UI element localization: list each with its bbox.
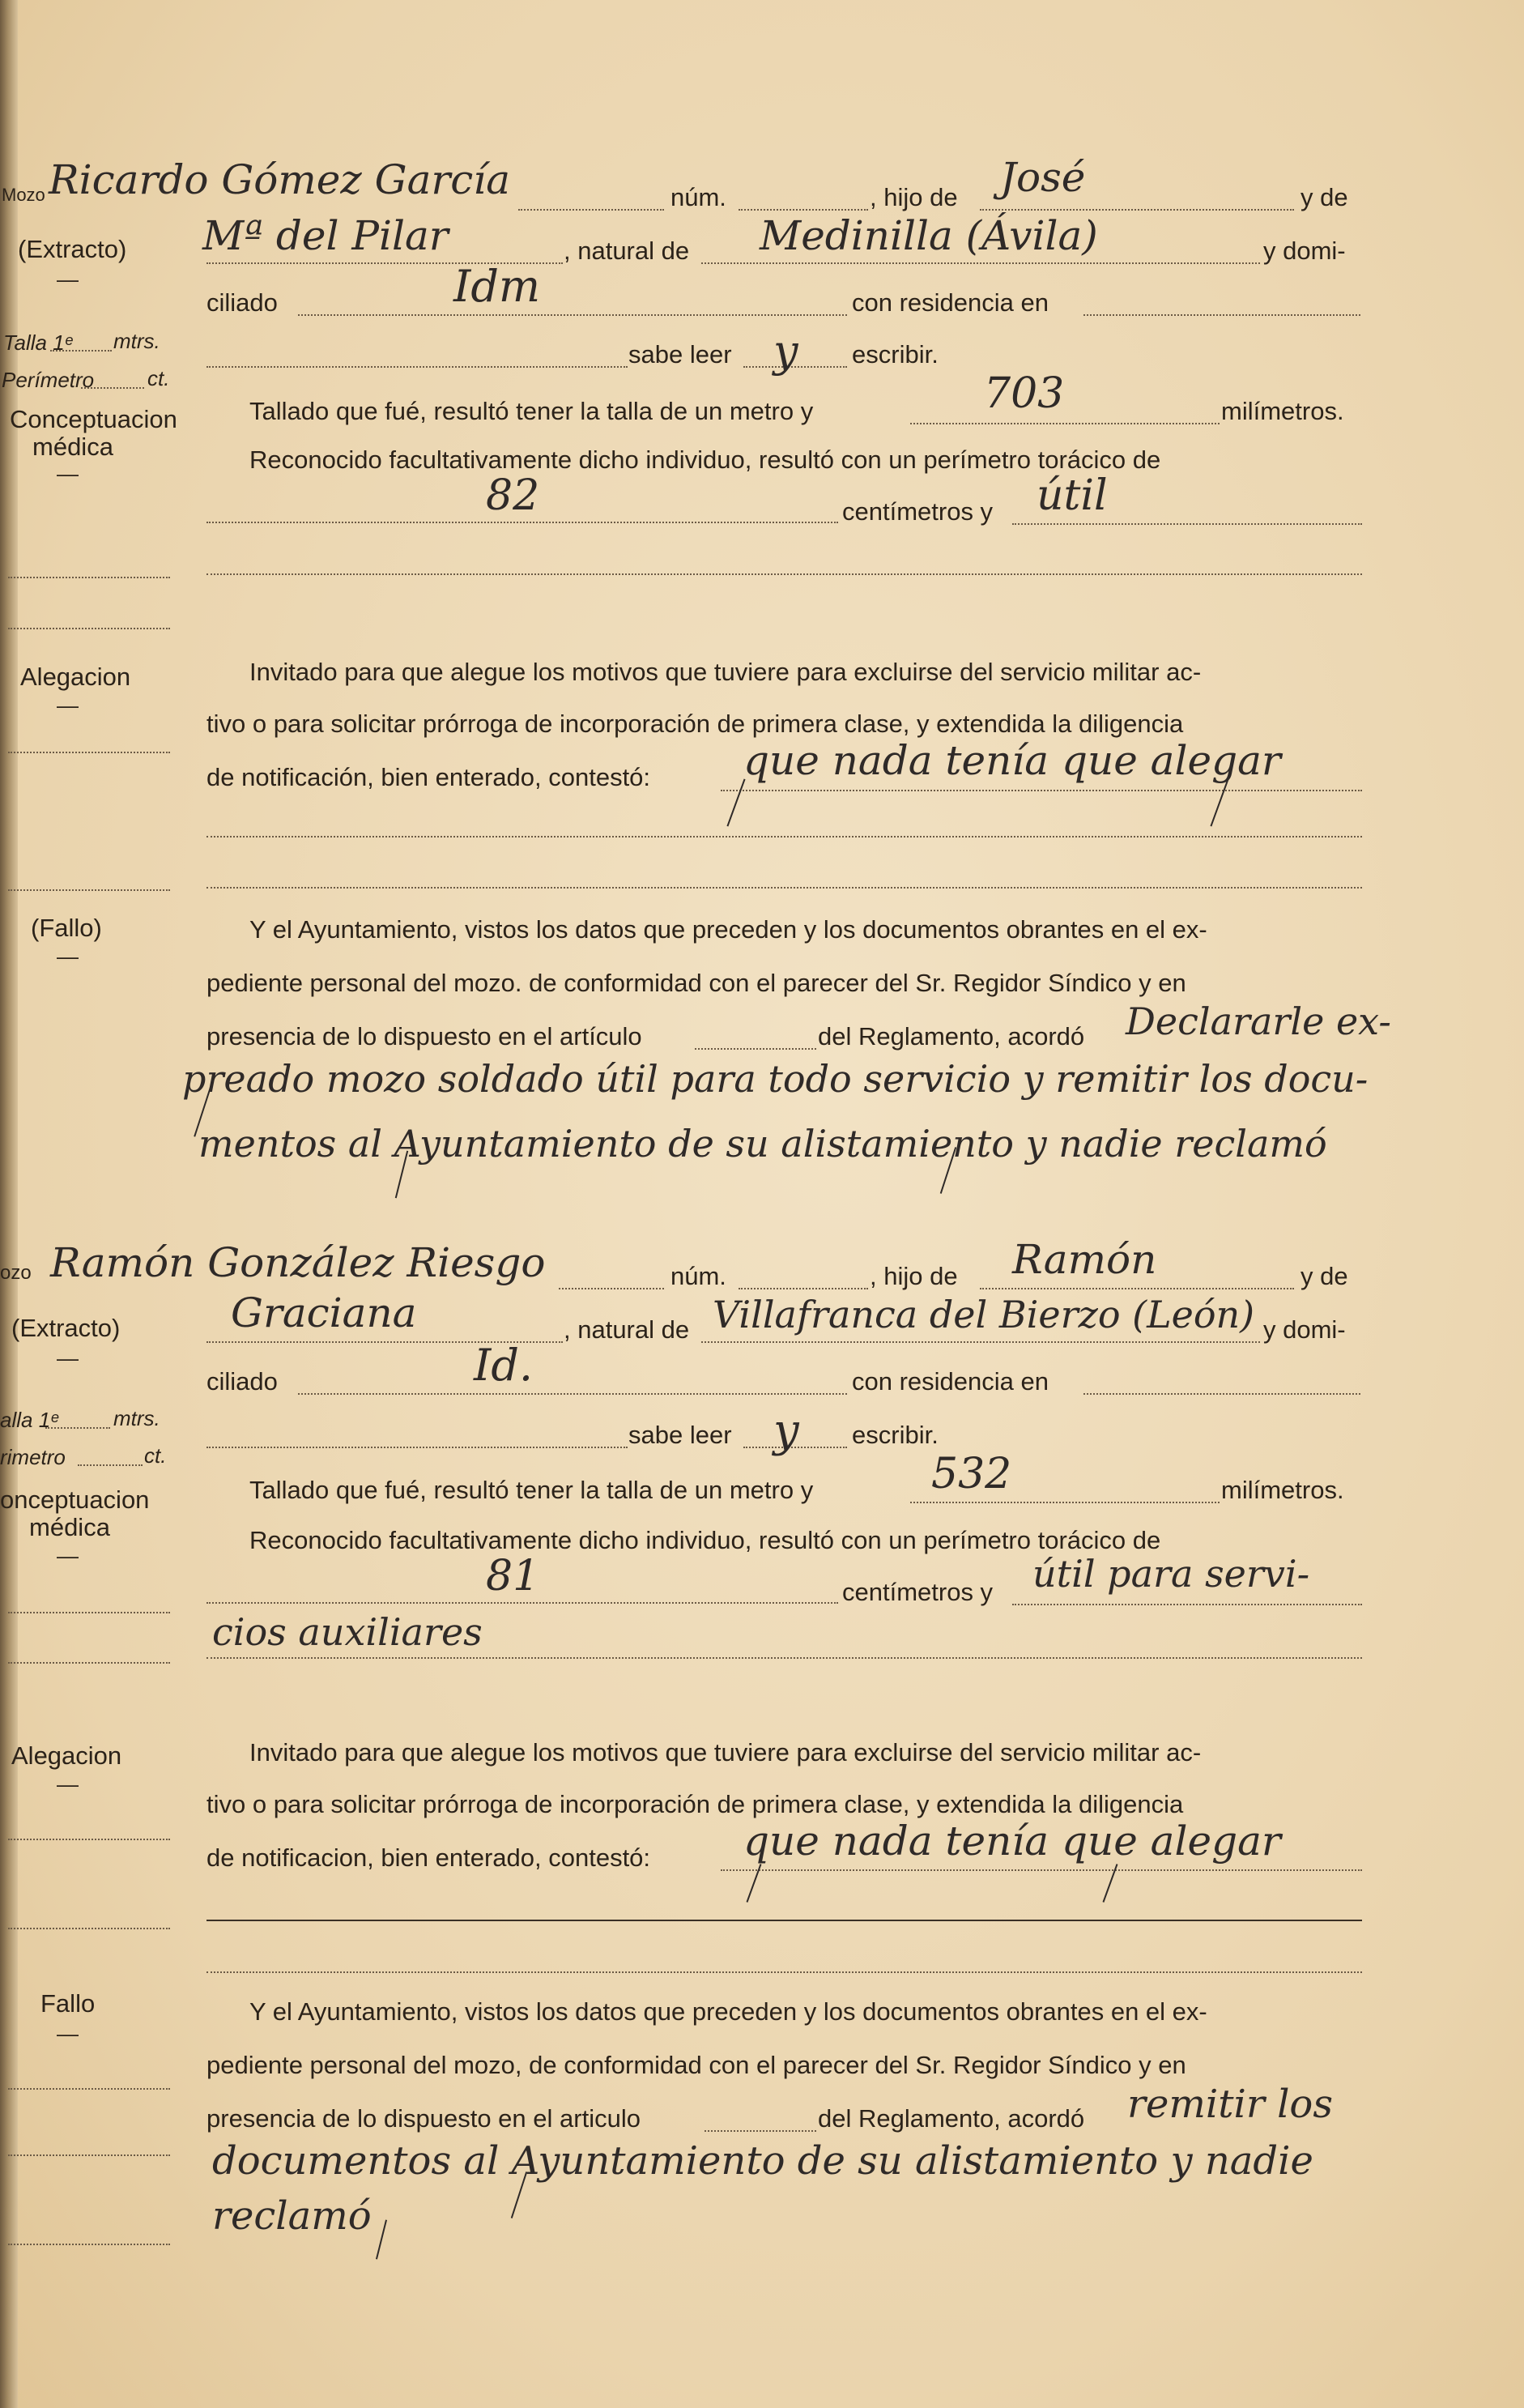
page-binding-edge [0,0,18,2408]
margin-ct-label: ct. [147,366,170,390]
margin-dash: — [57,1772,79,1796]
handwritten-fallo-line: mentos al Ayuntamiento de su alistamiento y nadie reclamó [198,1122,1327,1166]
reglamento-text: del Reglamento, acordó [818,2104,1085,2133]
handwritten-domicile: Idm [453,261,541,312]
margin-talla-line [50,350,112,352]
centimetros-label: centímetros y [842,1578,994,1606]
fill-line [206,1447,628,1448]
margin-conceptuacion-label: Conceptuacion [10,405,177,433]
margin-perimetro-line [78,1464,143,1466]
ciliado-label: ciliado [206,1367,278,1396]
y-el-ayuntamiento-text: Y el Ayuntamiento, vistos los datos que preceden y los documentos obrantes en el ex- [249,915,1207,944]
margin-dash: — [57,267,79,292]
margin-fallo-label: (Fallo) [31,914,102,942]
natural-de-label: , natural de [564,237,690,265]
handwritten-father: Ramón [1012,1236,1157,1283]
invitado-text: Invitado para que alegue los motivos que tuviere para excluirse del servicio militar ac- [249,1738,1202,1767]
fill-line [701,262,1260,264]
fill-line [1083,314,1360,316]
fill-line [206,573,1362,575]
margin-separator-line [8,752,170,753]
margin-separator-line [8,1662,170,1664]
milimetros-label: milímetros. [1221,1476,1344,1504]
milimetros-label: milímetros. [1221,397,1344,425]
y-domi-label: y domi- [1263,237,1346,265]
handwritten-fallo-line: reclamó [212,2193,372,2239]
margin-separator-line [8,1612,170,1613]
margin-dash: — [57,462,79,486]
pen-stroke [726,779,745,827]
fill-line [206,887,1362,889]
handwritten-talla: 703 [984,369,1065,418]
handwritten-mother: Mª del Pilar [202,212,449,259]
fill-line [518,209,664,211]
hijo-de-label: , hijo de [870,183,958,211]
handwritten-aptitude: útil [1037,471,1108,520]
pen-stroke [1210,779,1228,827]
escribir-label: escribir. [852,1421,939,1449]
margin-talla-label: alla 1ᵉ [0,1408,59,1432]
handwritten-mother: Graciana [231,1289,417,1336]
margin-separator-line [8,1839,170,1840]
handwritten-name: Ricardo Gómez García [49,156,511,203]
margin-separator-line [8,889,170,891]
fill-line [1083,1393,1360,1395]
margin-alegacion-label: Alegacion [20,663,131,691]
handwritten-domicile: Id. [474,1340,534,1391]
notificacion-text: de notificación, bien enterado, contestó: [206,763,651,791]
margin-mtrs-label: mtrs. [113,329,160,353]
presencia-text: presencia de lo dispuesto en el articulo [206,2104,641,2133]
pen-stroke [376,2220,387,2260]
margin-separator-line [8,2244,170,2245]
expediente-text: pediente personal del mozo, de conformidad con el parecer del Sr. Regidor Síndico y en [206,2051,1186,2079]
handwritten-perimetro: 82 [486,471,540,520]
sabe-leer-label: sabe leer [628,340,732,369]
notificacion-text: de notificacion, bien enterado, contestó: [206,1843,651,1872]
fill-line [721,1869,1362,1871]
handwritten-birthplace: Medinilla (Ávila) [760,212,1098,259]
hijo-de-label: , hijo de [870,1262,958,1290]
margin-mozo-label: ozo [0,1262,32,1284]
fill-line [695,1048,816,1050]
margin-dash: — [57,1346,79,1370]
margin-perimetro-label: Perímetro [2,368,95,392]
margin-dash: — [57,2022,79,2046]
margin-separator-line [8,1928,170,1929]
margin-dash: — [57,693,79,718]
con-residencia-label: con residencia en [852,288,1049,317]
handwritten-alegacion: que nada tenía que alegar [743,1818,1281,1865]
reconocido-text: Reconocido facultativamente dicho individuo, resultó con un perímetro torácico de [249,445,1161,474]
handwritten-reads: y [773,1404,799,1457]
handwritten-alegacion: que nada tenía que alegar [743,737,1281,784]
margin-separator-line [8,577,170,578]
ciliado-label: ciliado [206,288,278,317]
margin-talla-label: Talla 1ᵉ [3,330,73,355]
natural-de-label: , natural de [564,1315,690,1344]
invitado-text: Invitado para que alegue los motivos que tuviere para excluirse del servicio militar ac- [249,658,1202,686]
margin-perimetro-line [81,387,144,389]
margin-talla-line [45,1427,110,1429]
fill-line [980,209,1294,211]
reconocido-text: Reconocido facultativamente dicho individuo, resultó con un perímetro torácico de [249,1526,1161,1554]
fill-line [206,836,1362,837]
margin-extracto-label: (Extracto) [18,235,127,263]
handwritten-fallo-line: Declararle ex- [1126,999,1391,1043]
fill-line [206,1971,1362,1973]
y-el-ayuntamiento-text: Y el Ayuntamiento, vistos los datos que preceden y los documentos obrantes en el ex- [249,1997,1207,2026]
activo-text: tivo o para solicitar prórroga de incorporación de primera clase, y extendida la diligencia [206,1790,1184,1818]
margin-conceptuacion-label: onceptuacion [0,1485,150,1514]
sabe-leer-label: sabe leer [628,1421,732,1449]
handwritten-birthplace: Villafranca del Bierzo (León) [713,1293,1255,1336]
tallado-text: Tallado que fué, resultó tener la talla de un metro y [249,1476,814,1504]
fill-line [206,1602,838,1604]
fill-line [980,1288,1294,1289]
margin-separator-line [8,2088,170,2090]
escribir-label: escribir. [852,340,939,369]
handwritten-reads: y [773,326,798,377]
y-de-label: y de [1301,183,1348,211]
margin-extracto-label: (Extracto) [11,1314,121,1342]
margin-separator-line [8,2154,170,2156]
fill-line [705,2130,816,2132]
handwritten-name: Ramón González Riesgo [50,1239,546,1286]
handwritten-fallo-line: preado mozo soldado útil para todo servicio y remitir los docu- [182,1057,1369,1101]
handwritten-father: José [1000,154,1086,201]
y-domi-label: y domi- [1263,1315,1346,1344]
fill-line [739,209,868,211]
handwritten-aptitude-cont: cios auxiliares [212,1610,483,1654]
fill-line [739,1288,868,1289]
margin-fallo-label: Fallo [40,1989,96,2018]
fill-line [721,790,1362,791]
centimetros-label: centímetros y [842,497,994,526]
margin-ct-label: ct. [144,1443,167,1468]
margin-alegacion-label: Alegacion [11,1741,122,1770]
presencia-text: presencia de lo dispuesto en el artículo [206,1022,642,1051]
expediente-text: pediente personal del mozo. de conformidad con el parecer del Sr. Regidor Síndico y en [206,969,1186,997]
num-label: núm. [670,183,726,211]
fill-line [206,522,838,523]
fill-line [910,423,1220,424]
fill-line [298,1393,847,1395]
rule-line [206,1920,1362,1921]
handwritten-fallo-line: remitir los [1127,2082,1333,2127]
handwritten-aptitude: útil para servi- [1032,1552,1310,1596]
handwritten-talla: 532 [931,1450,1012,1498]
fill-line [559,1288,664,1289]
fill-line [1012,523,1362,525]
fill-line [206,366,628,368]
margin-mtrs-label: mtrs. [113,1406,160,1430]
margin-separator-line [8,628,170,629]
tallado-text: Tallado que fué, resultó tener la talla de un metro y [249,397,814,425]
margin-dash: — [57,944,79,969]
margin-mozo-label: Mozo [2,185,45,205]
fill-line [206,1657,1362,1659]
fill-line [1012,1604,1362,1605]
y-de-label: y de [1301,1262,1348,1290]
fill-line [910,1502,1220,1503]
margin-perimetro-label: rimetro [0,1445,66,1469]
con-residencia-label: con residencia en [852,1367,1049,1396]
margin-medica-label: médica [29,1513,110,1541]
handwritten-fallo-line: documentos al Ayuntamiento de su alistamiento y nadie [212,2138,1313,2184]
fill-line [298,314,847,316]
num-label: núm. [670,1262,726,1290]
margin-medica-label: médica [32,433,113,461]
reglamento-text: del Reglamento, acordó [818,1022,1085,1051]
fill-line [701,1341,1260,1343]
handwritten-perimetro: 81 [486,1552,540,1600]
margin-dash: — [57,1544,79,1568]
activo-text: tivo o para solicitar prórroga de incorporación de primera clase, y extendida la diligencia [206,710,1184,738]
